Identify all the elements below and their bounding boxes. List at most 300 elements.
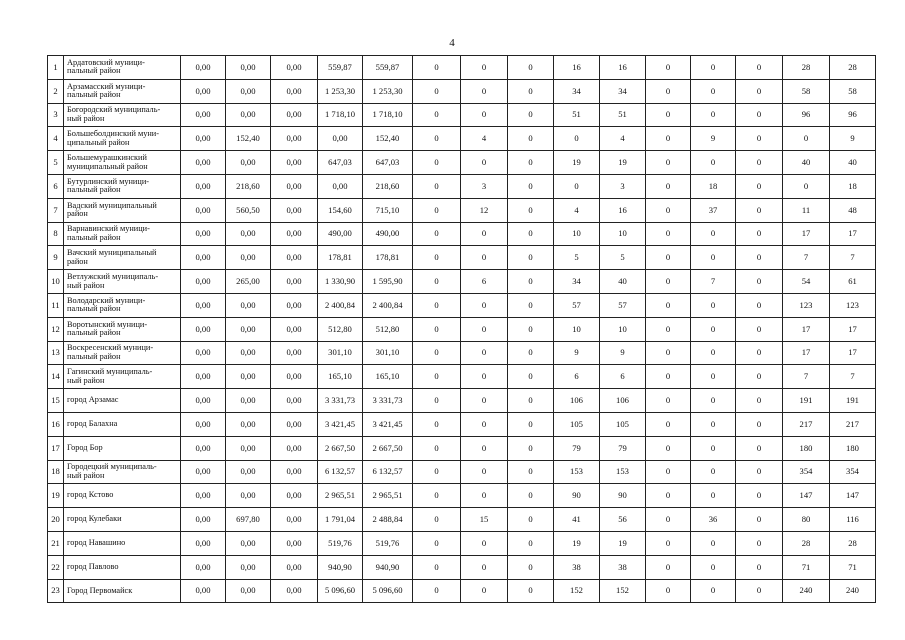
value-cell: 0	[736, 103, 783, 127]
value-cell: 106	[554, 389, 600, 413]
value-cell: 0,00	[271, 389, 318, 413]
value-cell: 0	[646, 293, 691, 317]
value-cell: 1 791,04	[318, 508, 363, 532]
value-cell: 90	[554, 484, 600, 508]
value-cell: 147	[783, 484, 830, 508]
table-row	[48, 412, 876, 436]
value-cell: 71	[783, 555, 830, 579]
value-cell: 0,00	[226, 555, 271, 579]
value-cell: 0,00	[271, 531, 318, 555]
value-cell: 80	[783, 508, 830, 532]
value-cell: 56	[600, 508, 646, 532]
value-cell: 4	[600, 127, 646, 151]
value-cell: 3	[600, 174, 646, 198]
value-cell: 0	[508, 174, 554, 198]
table-row	[48, 293, 876, 317]
value-cell: 0	[413, 198, 461, 222]
municipality-name-cell: город Павлово	[64, 555, 181, 579]
value-cell: 0	[508, 389, 554, 413]
value-cell: 6	[554, 365, 600, 389]
value-cell: 3 331,73	[363, 389, 413, 413]
value-cell: 0	[461, 365, 508, 389]
row-number-cell: 7	[48, 198, 64, 222]
value-cell: 41	[554, 508, 600, 532]
value-cell: 153	[600, 460, 646, 484]
value-cell: 0	[736, 270, 783, 294]
value-cell: 96	[830, 103, 876, 127]
value-cell: 0	[736, 151, 783, 175]
value-cell: 36	[691, 508, 736, 532]
data-table	[47, 55, 876, 603]
value-cell: 96	[783, 103, 830, 127]
value-cell: 0	[736, 555, 783, 579]
value-cell: 191	[783, 389, 830, 413]
table-body	[48, 56, 876, 603]
value-cell: 0	[736, 317, 783, 341]
value-cell: 54	[783, 270, 830, 294]
value-cell: 6 132,57	[318, 460, 363, 484]
value-cell: 0	[508, 56, 554, 80]
value-cell: 0	[461, 460, 508, 484]
value-cell: 0	[646, 56, 691, 80]
value-cell: 153	[554, 460, 600, 484]
table-row	[48, 436, 876, 460]
table-row	[48, 103, 876, 127]
municipality-name-cell: город Кстово	[64, 484, 181, 508]
municipality-name-cell: Город Бор	[64, 436, 181, 460]
value-cell: 0,00	[226, 222, 271, 246]
value-cell: 559,87	[318, 56, 363, 80]
table-row	[48, 174, 876, 198]
value-cell: 0,00	[271, 56, 318, 80]
value-cell: 10	[600, 317, 646, 341]
value-cell: 0	[461, 151, 508, 175]
value-cell: 0	[413, 412, 461, 436]
value-cell: 19	[554, 151, 600, 175]
value-cell: 2 400,84	[318, 293, 363, 317]
value-cell: 40	[783, 151, 830, 175]
value-cell: 0,00	[226, 56, 271, 80]
value-cell: 0	[461, 341, 508, 365]
municipality-name-cell: Вачский муниципальный район	[64, 246, 181, 270]
value-cell: 58	[783, 79, 830, 103]
value-cell: 180	[783, 436, 830, 460]
value-cell: 0,00	[226, 484, 271, 508]
value-cell: 0,00	[226, 246, 271, 270]
value-cell: 0	[461, 56, 508, 80]
row-number-cell: 8	[48, 222, 64, 246]
value-cell: 0	[691, 460, 736, 484]
municipality-name-cell: Воротынский муници- пальный район	[64, 317, 181, 341]
value-cell: 1 253,30	[363, 79, 413, 103]
value-cell: 0,00	[226, 460, 271, 484]
value-cell: 9	[554, 341, 600, 365]
value-cell: 0	[646, 531, 691, 555]
value-cell: 191	[830, 389, 876, 413]
value-cell: 0	[736, 222, 783, 246]
value-cell: 0	[646, 222, 691, 246]
value-cell: 218,60	[226, 174, 271, 198]
value-cell: 0	[736, 198, 783, 222]
row-number-cell: 16	[48, 412, 64, 436]
value-cell: 0	[461, 103, 508, 127]
value-cell: 0	[736, 56, 783, 80]
value-cell: 0	[413, 79, 461, 103]
value-cell: 38	[554, 555, 600, 579]
value-cell: 0,00	[271, 151, 318, 175]
value-cell: 0,00	[271, 317, 318, 341]
value-cell: 490,00	[363, 222, 413, 246]
value-cell: 17	[830, 317, 876, 341]
row-number-cell: 21	[48, 531, 64, 555]
value-cell: 0,00	[181, 151, 226, 175]
value-cell: 0	[413, 460, 461, 484]
value-cell: 512,80	[318, 317, 363, 341]
municipality-name-cell: Большеболдинский муни- ципальный район	[64, 127, 181, 151]
table-row	[48, 341, 876, 365]
value-cell: 0,00	[226, 293, 271, 317]
value-cell: 0	[646, 341, 691, 365]
value-cell: 0	[413, 56, 461, 80]
value-cell: 0,00	[226, 579, 271, 603]
table-row	[48, 270, 876, 294]
value-cell: 0,00	[181, 293, 226, 317]
value-cell: 0,00	[226, 412, 271, 436]
value-cell: 0	[413, 246, 461, 270]
value-cell: 5 096,60	[363, 579, 413, 603]
value-cell: 0	[691, 365, 736, 389]
value-cell: 51	[554, 103, 600, 127]
value-cell: 0,00	[271, 222, 318, 246]
value-cell: 0	[736, 460, 783, 484]
municipality-name-cell: Ардатовский муници- пальный район	[64, 56, 181, 80]
value-cell: 0	[646, 508, 691, 532]
municipality-name-cell: Вадский муниципальный район	[64, 198, 181, 222]
value-cell: 0	[413, 270, 461, 294]
value-cell: 4	[461, 127, 508, 151]
value-cell: 28	[783, 531, 830, 555]
value-cell: 37	[691, 198, 736, 222]
value-cell: 0	[691, 222, 736, 246]
value-cell: 7	[691, 270, 736, 294]
value-cell: 57	[600, 293, 646, 317]
value-cell: 1 718,10	[363, 103, 413, 127]
value-cell: 0	[691, 436, 736, 460]
value-cell: 71	[830, 555, 876, 579]
value-cell: 0	[691, 79, 736, 103]
value-cell: 715,10	[363, 198, 413, 222]
value-cell: 17	[783, 317, 830, 341]
value-cell: 17	[783, 222, 830, 246]
value-cell: 0	[413, 389, 461, 413]
value-cell: 16	[600, 56, 646, 80]
value-cell: 0	[413, 151, 461, 175]
value-cell: 0,00	[226, 317, 271, 341]
value-cell: 0	[646, 270, 691, 294]
value-cell: 40	[830, 151, 876, 175]
value-cell: 3	[461, 174, 508, 198]
value-cell: 0,00	[181, 127, 226, 151]
value-cell: 0,00	[181, 365, 226, 389]
value-cell: 1 595,90	[363, 270, 413, 294]
municipality-name-cell: город Кулебаки	[64, 508, 181, 532]
value-cell: 17	[830, 222, 876, 246]
value-cell: 3 421,45	[318, 412, 363, 436]
value-cell: 0	[508, 127, 554, 151]
table-row	[48, 555, 876, 579]
value-cell: 0	[646, 198, 691, 222]
value-cell: 0,00	[181, 174, 226, 198]
value-cell: 19	[600, 151, 646, 175]
value-cell: 0,00	[181, 484, 226, 508]
municipality-name-cell: Варнавинский муници- пальный район	[64, 222, 181, 246]
value-cell: 0	[736, 365, 783, 389]
value-cell: 6	[461, 270, 508, 294]
value-cell: 17	[830, 341, 876, 365]
value-cell: 0	[691, 293, 736, 317]
value-cell: 1 253,30	[318, 79, 363, 103]
value-cell: 0	[736, 508, 783, 532]
value-cell: 0,00	[271, 198, 318, 222]
value-cell: 354	[830, 460, 876, 484]
value-cell: 0,00	[181, 270, 226, 294]
value-cell: 0	[461, 222, 508, 246]
value-cell: 5	[554, 246, 600, 270]
municipality-name-cell: город Навашино	[64, 531, 181, 555]
value-cell: 15	[461, 508, 508, 532]
value-cell: 0	[646, 484, 691, 508]
row-number-cell: 13	[48, 341, 64, 365]
value-cell: 18	[830, 174, 876, 198]
value-cell: 0,00	[318, 174, 363, 198]
value-cell: 0	[508, 460, 554, 484]
value-cell: 0	[554, 174, 600, 198]
value-cell: 940,90	[318, 555, 363, 579]
table-row	[48, 127, 876, 151]
value-cell: 0	[508, 555, 554, 579]
row-number-cell: 18	[48, 460, 64, 484]
value-cell: 0	[461, 389, 508, 413]
value-cell: 0	[646, 365, 691, 389]
value-cell: 0	[508, 293, 554, 317]
value-cell: 0	[646, 174, 691, 198]
value-cell: 0,00	[271, 174, 318, 198]
value-cell: 0	[691, 246, 736, 270]
value-cell: 106	[600, 389, 646, 413]
value-cell: 0	[461, 531, 508, 555]
value-cell: 0,00	[271, 412, 318, 436]
value-cell: 0,00	[181, 103, 226, 127]
row-number-cell: 2	[48, 79, 64, 103]
value-cell: 0	[646, 151, 691, 175]
row-number-cell: 10	[48, 270, 64, 294]
value-cell: 0	[508, 151, 554, 175]
value-cell: 0	[554, 127, 600, 151]
value-cell: 7	[830, 246, 876, 270]
value-cell: 0	[508, 103, 554, 127]
value-cell: 0	[508, 365, 554, 389]
value-cell: 5	[600, 246, 646, 270]
value-cell: 240	[783, 579, 830, 603]
value-cell: 19	[600, 531, 646, 555]
value-cell: 0	[413, 341, 461, 365]
value-cell: 0,00	[181, 222, 226, 246]
table-row	[48, 531, 876, 555]
value-cell: 0	[413, 317, 461, 341]
value-cell: 0	[736, 389, 783, 413]
value-cell: 0	[508, 270, 554, 294]
value-cell: 217	[783, 412, 830, 436]
table-row	[48, 508, 876, 532]
value-cell: 940,90	[363, 555, 413, 579]
value-cell: 0	[736, 174, 783, 198]
value-cell: 0	[508, 317, 554, 341]
value-cell: 0,00	[271, 579, 318, 603]
value-cell: 0	[646, 579, 691, 603]
value-cell: 0	[508, 341, 554, 365]
value-cell: 0	[508, 222, 554, 246]
value-cell: 265,00	[226, 270, 271, 294]
value-cell: 0,00	[271, 79, 318, 103]
value-cell: 0	[413, 484, 461, 508]
value-cell: 0,00	[181, 531, 226, 555]
municipality-name-cell: Володарский муници- пальный район	[64, 293, 181, 317]
value-cell: 0,00	[271, 460, 318, 484]
value-cell: 0	[691, 151, 736, 175]
row-number-cell: 22	[48, 555, 64, 579]
value-cell: 0,00	[318, 127, 363, 151]
row-number-cell: 3	[48, 103, 64, 127]
value-cell: 16	[554, 56, 600, 80]
value-cell: 0	[691, 555, 736, 579]
row-number-cell: 23	[48, 579, 64, 603]
row-number-cell: 20	[48, 508, 64, 532]
value-cell: 0	[508, 508, 554, 532]
table-row	[48, 222, 876, 246]
value-cell: 0	[508, 79, 554, 103]
value-cell: 0	[508, 412, 554, 436]
value-cell: 0	[413, 222, 461, 246]
value-cell: 0	[461, 579, 508, 603]
value-cell: 0	[691, 103, 736, 127]
value-cell: 0	[691, 56, 736, 80]
value-cell: 559,87	[363, 56, 413, 80]
value-cell: 34	[554, 79, 600, 103]
value-cell: 38	[600, 555, 646, 579]
row-number-cell: 14	[48, 365, 64, 389]
value-cell: 490,00	[318, 222, 363, 246]
value-cell: 3 331,73	[318, 389, 363, 413]
value-cell: 2 488,84	[363, 508, 413, 532]
value-cell: 0,00	[226, 531, 271, 555]
value-cell: 0	[691, 412, 736, 436]
value-cell: 0,00	[181, 56, 226, 80]
value-cell: 0	[691, 531, 736, 555]
value-cell: 354	[783, 460, 830, 484]
value-cell: 18	[691, 174, 736, 198]
value-cell: 0,00	[226, 151, 271, 175]
value-cell: 10	[554, 222, 600, 246]
value-cell: 519,76	[318, 531, 363, 555]
value-cell: 0	[691, 341, 736, 365]
value-cell: 0,00	[181, 412, 226, 436]
value-cell: 0,00	[271, 293, 318, 317]
value-cell: 6 132,57	[363, 460, 413, 484]
value-cell: 0	[736, 484, 783, 508]
value-cell: 0,00	[271, 341, 318, 365]
value-cell: 1 718,10	[318, 103, 363, 127]
value-cell: 0	[646, 317, 691, 341]
value-cell: 0	[461, 436, 508, 460]
row-number-cell: 11	[48, 293, 64, 317]
value-cell: 4	[554, 198, 600, 222]
value-cell: 152,40	[363, 127, 413, 151]
value-cell: 0	[413, 579, 461, 603]
value-cell: 0	[691, 389, 736, 413]
table-row	[48, 579, 876, 603]
value-cell: 519,76	[363, 531, 413, 555]
page-number: 4	[449, 37, 455, 49]
table-row	[48, 56, 876, 80]
row-number-cell: 4	[48, 127, 64, 151]
value-cell: 152,40	[226, 127, 271, 151]
value-cell: 512,80	[363, 317, 413, 341]
value-cell: 0	[461, 412, 508, 436]
value-cell: 2 667,50	[363, 436, 413, 460]
value-cell: 2 667,50	[318, 436, 363, 460]
value-cell: 51	[600, 103, 646, 127]
value-cell: 647,03	[363, 151, 413, 175]
value-cell: 0,00	[181, 389, 226, 413]
value-cell: 0,00	[181, 508, 226, 532]
value-cell: 11	[783, 198, 830, 222]
row-number-cell: 5	[48, 151, 64, 175]
value-cell: 0	[736, 293, 783, 317]
value-cell: 0	[413, 508, 461, 532]
value-cell: 0	[508, 436, 554, 460]
value-cell: 0	[736, 127, 783, 151]
value-cell: 10	[600, 222, 646, 246]
value-cell: 5 096,60	[318, 579, 363, 603]
value-cell: 0	[691, 317, 736, 341]
value-cell: 0	[461, 555, 508, 579]
value-cell: 0,00	[271, 270, 318, 294]
row-number-cell: 6	[48, 174, 64, 198]
value-cell: 0	[413, 555, 461, 579]
table-row	[48, 365, 876, 389]
value-cell: 61	[830, 270, 876, 294]
table-row	[48, 246, 876, 270]
value-cell: 10	[554, 317, 600, 341]
value-cell: 0	[783, 127, 830, 151]
value-cell: 0	[736, 246, 783, 270]
value-cell: 697,80	[226, 508, 271, 532]
value-cell: 2 965,51	[318, 484, 363, 508]
municipality-name-cell: Большемурашкинский муниципальный район	[64, 151, 181, 175]
value-cell: 123	[830, 293, 876, 317]
value-cell: 0,00	[271, 127, 318, 151]
value-cell: 0	[646, 246, 691, 270]
value-cell: 116	[830, 508, 876, 532]
value-cell: 0,00	[181, 79, 226, 103]
municipality-name-cell: Бутурлинский муници- пальный район	[64, 174, 181, 198]
value-cell: 57	[554, 293, 600, 317]
table-row	[48, 79, 876, 103]
municipality-name-cell: Город Первомайск	[64, 579, 181, 603]
row-number-cell: 19	[48, 484, 64, 508]
value-cell: 19	[554, 531, 600, 555]
value-cell: 647,03	[318, 151, 363, 175]
